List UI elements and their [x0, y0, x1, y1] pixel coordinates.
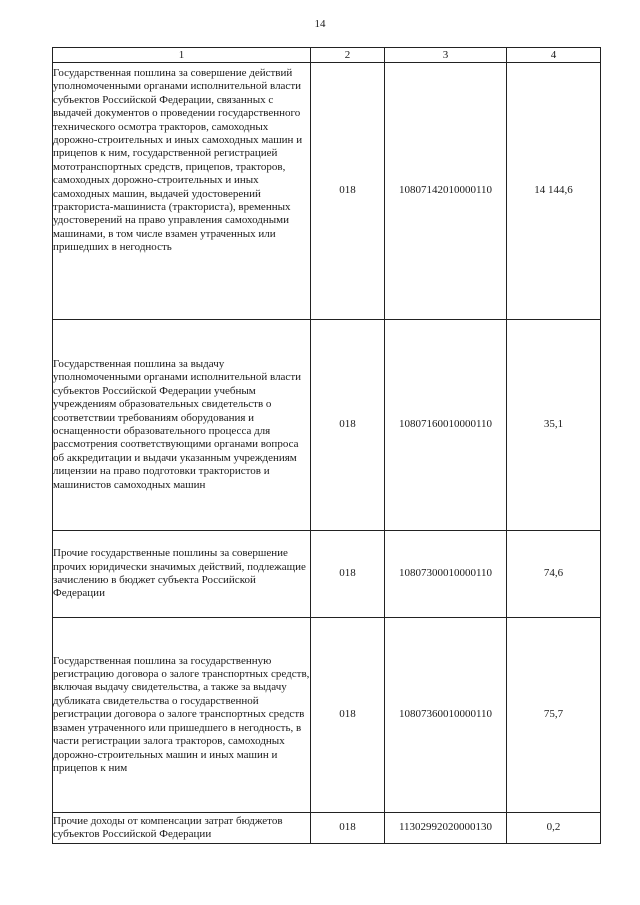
table-row [53, 531, 601, 618]
row-admin-code: 018 [311, 320, 385, 531]
row-description: Государственная пошлина за выдачу уполномоченными органами исполнительной власти субъектов Российской Федерации учебным учреждениям образовательных свидетельств о соответствии требованиям оборудования и оснащенности образовательного процесса для рассмотрения соответствующими органами вопроса об аккредитации и выдачи указанным учреждениям лицензии на право подготовки трактористов и машинистов самоходных машин [53, 320, 311, 531]
row-admin-code: 018 [311, 618, 385, 813]
row-description: Прочие доходы от компенсации затрат бюджетов субъектов Российской Федерации [53, 813, 311, 844]
column-header-4: 4 [507, 48, 601, 63]
page-number: 14 [314, 18, 326, 30]
table-row [53, 63, 601, 320]
table-row [53, 813, 601, 844]
row-description: Государственная пошлина за совершение действий уполномоченными органами исполнительной власти субъектов Российской Федерации, связанных с выдачей документов о проведении государственного технического осмотра тракторов, самоходных дорожно-строительных и иных самоходных машин и прицепов к ним, государственной регистрацией мототранспортных средств, прицепов, тракторов, самоходных дорожно-строительных и иных самоходных машин, выдачей удостоверений тракториста-машиниста (тракториста), временных удостоверений на право управления самоходными машинами, в том числе взамен утраченных или пришедших в негодность [53, 63, 311, 320]
row-amount: 35,1 [507, 320, 601, 531]
row-admin-code: 018 [311, 813, 385, 844]
row-amount: 14 144,6 [507, 63, 601, 320]
row-kbk-code: 10807142010000110 [385, 63, 507, 320]
row-kbk-code: 11302992020000130 [385, 813, 507, 844]
column-header-1: 1 [53, 48, 311, 63]
row-amount: 75,7 [507, 618, 601, 813]
row-description: Прочие государственные пошлины за совершение прочих юридически значимых действий, подлежащие зачислению в бюджет субъекта Российской Федерации [53, 531, 311, 618]
row-kbk-code: 10807360010000110 [385, 618, 507, 813]
table-row [53, 320, 601, 531]
row-amount: 74,6 [507, 531, 601, 618]
row-description: Государственная пошлина за государственную регистрацию договора о залоге транспортных средств, включая выдачу свидетельства, а также за выдачу дубликата свидетельства о государственной регистрации договора о залоге транспортных средств взамен утраченного или пришедшего в негодность, в части регистрации залога тракторов, самоходных дорожно-строительных машин и иных машин и прицепов к ним [53, 618, 311, 813]
table-header-row [53, 48, 601, 63]
row-admin-code: 018 [311, 63, 385, 320]
row-admin-code: 018 [311, 531, 385, 618]
revenue-table [52, 47, 601, 844]
row-kbk-code: 10807300010000110 [385, 531, 507, 618]
column-header-3: 3 [385, 48, 507, 63]
table-row [53, 618, 601, 813]
row-kbk-code: 10807160010000110 [385, 320, 507, 531]
column-header-2: 2 [311, 48, 385, 63]
row-amount: 0,2 [507, 813, 601, 844]
